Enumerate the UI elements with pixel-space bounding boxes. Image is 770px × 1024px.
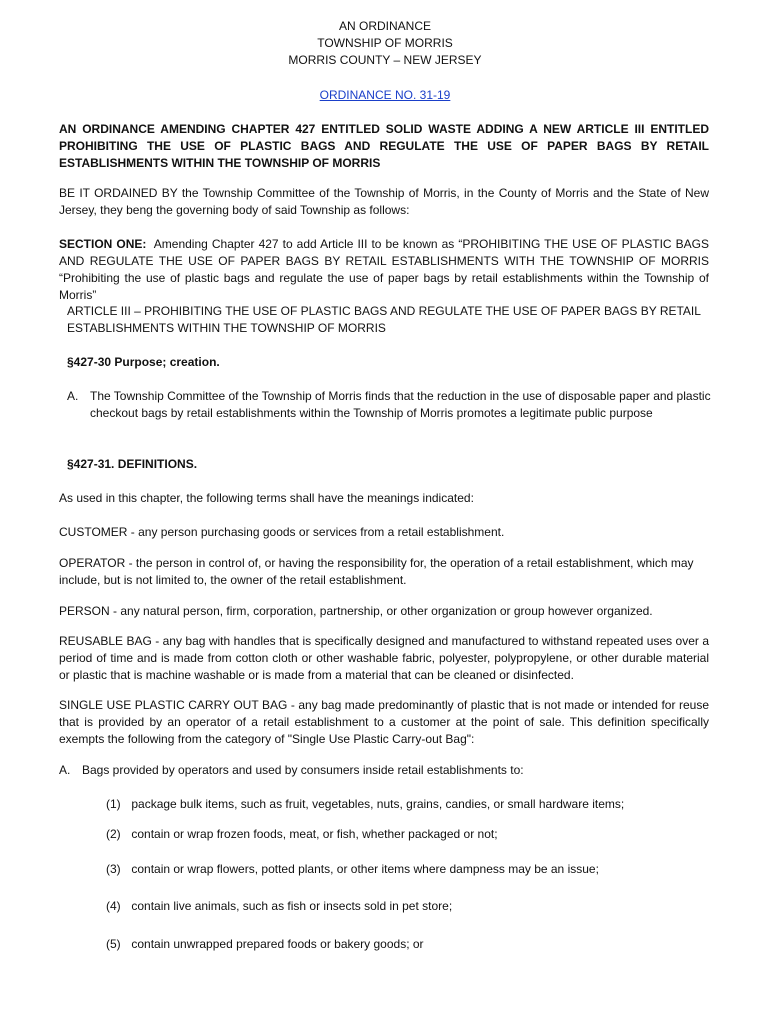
- article-heading: ARTICLE III – PROHIBITING THE USE OF PLASTIC BAGS AND REGULATE THE USE OF PAPER BAGS BY RETAIL ESTABLISHMENTS WITHIN THE TOWNSHIP OF MORRIS: [67, 304, 701, 335]
- section-one-paragraph: [59, 236, 709, 304]
- exemption-item-number: (3): [106, 862, 121, 876]
- ordinance-number-link[interactable]: ORDINANCE NO. 31-19: [319, 88, 451, 102]
- exemption-item-1: [106, 796, 706, 813]
- ordained-paragraph: BE IT ORDAINED BY the Township Committee of the Township of Morris, in the County of Morris and the State of New Jersey, they beng the governing body of said Township as follows:: [59, 186, 709, 217]
- exemption-a-text: Bags provided by operators and used by consumers inside retail establishments to:: [82, 763, 524, 777]
- exemption-item-number: (2): [106, 827, 121, 841]
- section-one-text: Amending Chapter 427 to add Article III to be known as “PROHIBITING THE USE OF PLASTIC BAGS AND REGULATE THE USE OF PAPER BAGS BY RETAIL ESTABLISHMENTS WITH THE TOWNSHIP OF MORRIS “Prohibiting the use of plastic bags and regulate the use of paper bags by retail establishments within the Township of Morris”: [59, 237, 709, 302]
- definition-customer: CUSTOMER - any person purchasing goods or services from a retail establishment.: [59, 525, 505, 539]
- exemption-item-text: contain unwrapped prepared foods or bakery goods; or: [131, 937, 424, 951]
- exemption-item-text: package bulk items, such as fruit, vegetables, nuts, grains, candies, or small hardware items;: [131, 797, 625, 811]
- purpose-item-a: [67, 388, 712, 422]
- definition-reusable-bag: REUSABLE BAG - any bag with handles that is specifically designed and manufactured to withstand repeated uses over a period of time and is made from cotton cloth or other washable fabric, polyester, polypropylene, or other durable material or plastic that is machine washable or is made from a material that can be cleaned or disinfected.: [59, 634, 709, 682]
- exemption-item-4: [106, 898, 706, 915]
- exemption-item-2: [106, 826, 706, 843]
- section-427-31-heading: §427-31. DEFINITIONS.: [67, 457, 198, 471]
- exemption-item-5: [106, 936, 706, 953]
- exemption-a-label: A.: [59, 763, 71, 777]
- definition-person: PERSON - any natural person, firm, corporation, partnership, or other organization or group however organized.: [59, 604, 653, 618]
- exemption-item-text: contain or wrap flowers, potted plants, or other items where dampness may be an issue;: [131, 862, 599, 876]
- header-line-1: AN ORDINANCE: [338, 19, 431, 33]
- definition-operator: OPERATOR - the person in control of, or having the responsibility for, the operation of a retail establishment, which may include, but is not limited to, the owner of the retail establishment.: [59, 556, 694, 587]
- section-427-30-heading: §427-30 Purpose; creation.: [67, 355, 220, 369]
- exemption-item-text: contain or wrap frozen foods, meat, or fish, whether packaged or not;: [131, 827, 498, 841]
- exemption-item-number: (4): [106, 899, 121, 913]
- definitions-intro: As used in this chapter, the following terms shall have the meanings indicated:: [59, 491, 474, 505]
- definition-single-use-bag: SINGLE USE PLASTIC CARRY OUT BAG - any bag made predominantly of plastic that is not made or intended for reuse that is provided by an operator of a retail establishment to a customer at the point of sale. This definition specifically exempts the following from the category of "Single Use Plastic Carry-out Bag":: [59, 698, 709, 746]
- ordinance-title: AN ORDINANCE AMENDING CHAPTER 427 ENTITLED SOLID WASTE ADDING A NEW ARTICLE III ENTITLED PROHIBITING THE USE OF PLASTIC BAGS AND REGULATE THE USE OF PAPER BAGS BY RETAIL ESTABLISHMENTS WITHIN THE TOWNSHIP OF MORRIS: [59, 122, 709, 170]
- header-line-2: TOWNSHIP OF MORRIS: [317, 36, 453, 50]
- ordinance-number-container: [0, 87, 770, 104]
- purpose-item-a-label: A.: [67, 389, 79, 403]
- header-line-3: MORRIS COUNTY – NEW JERSEY: [288, 53, 482, 67]
- purpose-item-a-text: The Township Committee of the Township of Morris finds that the reduction in the use of disposable paper and plastic checkout bags by retail establishments within the Township of Morris promotes a legitimate public purpose: [90, 389, 711, 420]
- exemption-item-number: (5): [106, 937, 121, 951]
- exemption-item-number: (1): [106, 797, 121, 811]
- section-one-label: SECTION ONE:: [59, 237, 147, 251]
- exemption-a: [59, 762, 709, 779]
- document-header: [0, 18, 770, 69]
- exemption-item-3: [106, 861, 706, 878]
- exemption-item-text: contain live animals, such as fish or insects sold in pet store;: [131, 899, 453, 913]
